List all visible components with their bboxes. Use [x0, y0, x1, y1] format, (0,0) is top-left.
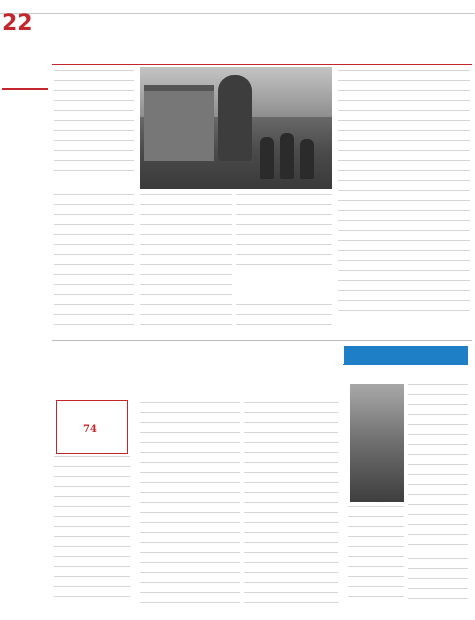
photo-person: [280, 133, 294, 179]
photo-person: [260, 137, 274, 179]
tips-number: 74: [83, 424, 97, 435]
photo-person: [300, 139, 314, 179]
photo-album-header: [344, 346, 468, 364]
album-text-column-1: [408, 384, 468, 554]
top-strip: [0, 0, 475, 14]
article-column-1: [54, 70, 134, 176]
knowledge-column-1: [54, 456, 130, 606]
article-column-4: [236, 194, 332, 274]
album-text-column-2: [348, 506, 404, 606]
album-frame-line: [343, 364, 468, 365]
article-column-6: [338, 70, 470, 320]
photo-building: [144, 85, 214, 161]
article-photo: [140, 67, 332, 189]
album-photo: [350, 384, 404, 502]
knowledge-column-2: [140, 402, 240, 606]
section-divider: [52, 340, 472, 341]
article-column-3: [140, 194, 232, 334]
masthead-rule: [2, 88, 48, 90]
article-column-5: [236, 304, 332, 334]
page-number: 22: [2, 11, 33, 36]
knowledge-column-3: [244, 402, 338, 606]
headline-rule: [52, 64, 472, 65]
photo-tree: [218, 75, 252, 161]
article-column-2: [54, 194, 134, 334]
album-text-column-3: [408, 558, 468, 606]
